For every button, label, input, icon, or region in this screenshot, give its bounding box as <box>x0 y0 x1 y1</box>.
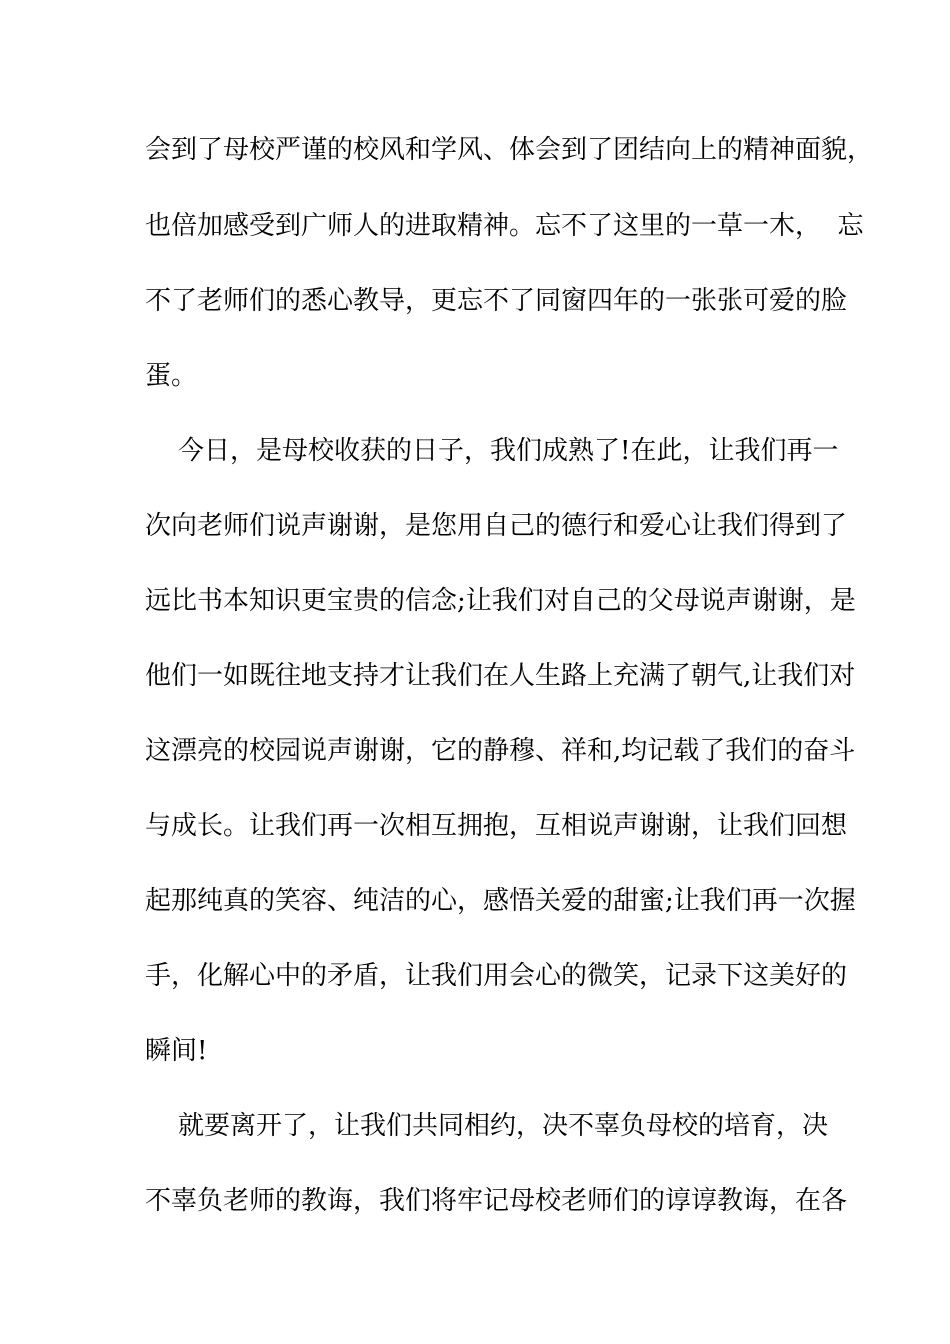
text-line-2: 也倍加感受到广师人的进取精神。忘不了这里的一草一木， 忘 <box>145 211 864 241</box>
text-line-4: 蛋。 <box>145 361 198 391</box>
text-line-13: 瞬间! <box>145 1036 208 1066</box>
text-line-12: 手，化解心中的矛盾，让我们用会心的微笑，记录下这美好的 <box>145 961 848 991</box>
text-line-5: 今日，是母校收获的日子，我们成熟了!在此，让我们再一 <box>145 436 839 466</box>
text-line-3: 不了老师们的悉心教导，更忘不了同窗四年的一张张可爱的脸 <box>145 286 848 316</box>
text-line-1: 会到了母校严谨的校风和学风、体会到了团结向上的精神面貌， <box>145 135 874 165</box>
text-line-14: 就要离开了，让我们共同相约，决不辜负母校的培育，决 <box>145 1111 829 1141</box>
text-line-11: 起那纯真的笑容、纯洁的心，感悟关爱的甜蜜;让我们再一次握 <box>145 886 856 916</box>
text-line-10: 与成长。让我们再一次相互拥抱，互相说声谢谢，让我们回想 <box>145 811 848 841</box>
text-line-15: 不辜负老师的教诲，我们将牢记母校老师们的谆谆教诲，在各 <box>145 1186 848 1216</box>
text-line-7: 远比书本知识更宝贵的信念;让我们对自己的父母说声谢谢，是 <box>145 586 856 616</box>
text-line-9: 这漂亮的校园说声谢谢，它的静穆、祥和,均记载了我们的奋斗 <box>145 736 856 766</box>
text-line-8: 他们一如既往地支持才让我们在人生路上充满了朝气,让我们对 <box>145 661 856 691</box>
text-line-6: 次向老师们说声谢谢，是您用自己的德行和爱心让我们得到了 <box>145 511 848 541</box>
